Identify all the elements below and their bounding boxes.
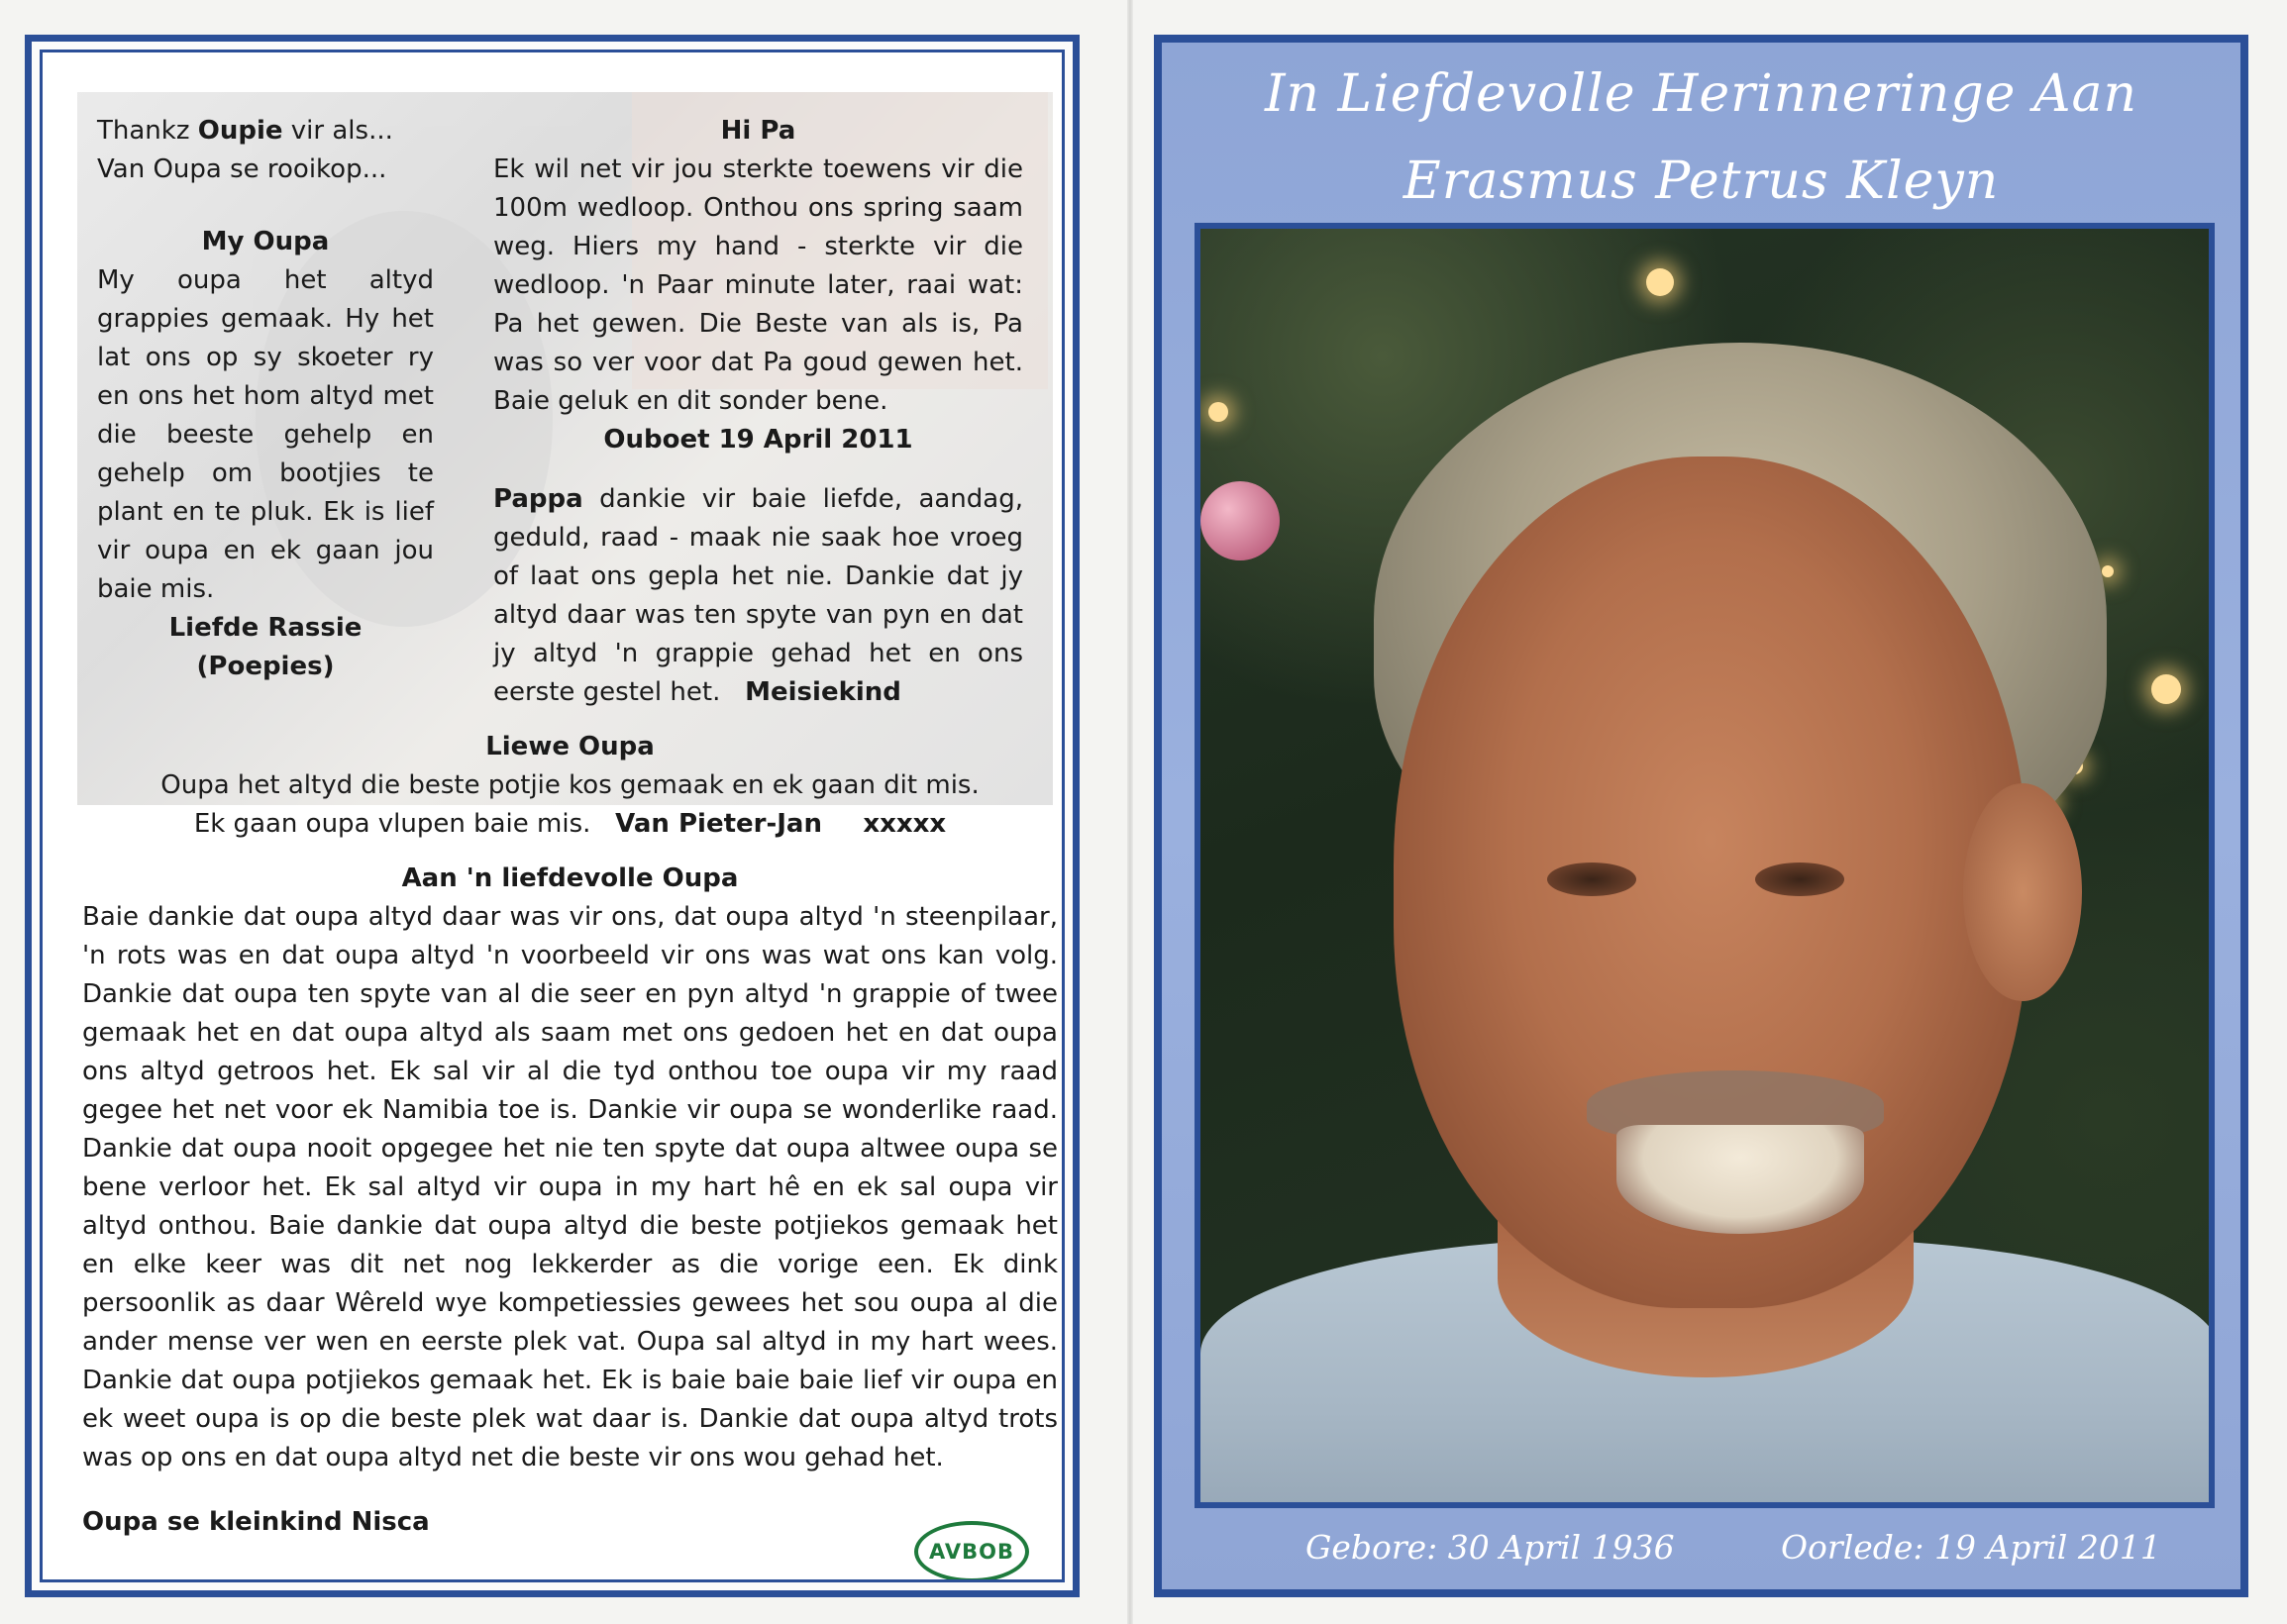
- nisca-signature: Oupa se kleinkind Nisca: [82, 1507, 430, 1537]
- portrait-photo: [1195, 223, 2215, 1508]
- tree-light: [1646, 268, 1674, 296]
- my-oupa-signature: [97, 609, 434, 686]
- pappa-message: [493, 480, 1023, 712]
- portrait-eye: [1755, 863, 1844, 896]
- hi-pa-body: Ek wil net vir jou sterkte toewens vir die 100m wedloop. Onthou ons spring saam weg. Hiers my hand - sterkte vir die wedloop. 'n Paar minute later, raai wat: Pa het gewen. Die Beste van als is, Pa was so ver voor dat Pa goud gewen het. Baie geluk en dit sonder bene.: [493, 154, 1023, 416]
- liewe-oupa-line-2: [82, 805, 1058, 844]
- pappa-lead: Pappa: [493, 484, 583, 514]
- signature-line-1: Liefde Rassie: [168, 613, 363, 643]
- deceased-name: Erasmus Petrus Kleyn: [1403, 152, 2000, 211]
- cover-title-line-1: In Liefdevolle Herinneringe Aan: [1264, 64, 2138, 124]
- liewe-oupa-line-1: Oupa het altyd die beste potjie kos gemaak en ek gaan dit mis.: [160, 770, 980, 800]
- thankz-name: Oupie: [197, 116, 283, 146]
- my-oupa-heading: My Oupa: [201, 227, 330, 256]
- aan-liefdevolle-oupa-body: Baie dankie dat oupa altyd daar was vir ons, dat oupa altyd 'n steenpilaar, 'n rots was en dat oupa altyd 'n voorbeeld vir ons was wat ons kan volg. Dankie dat oupa ten spyte van al die seer en pyn altyd 'n grappie of twee gemaak het en dat oupa altyd als saam met ons gedoen het en dat oupa ons altyd getroos het. Ek sal vir al die tyd onthou toe oupa vir my raad gegee het net voor ek Namibia toe is. Dankie vir oupa se wonderlike raad. Dankie dat oupa nooit opgegee het nie ten spyte dat oupa altwee oupa se bene verloor het. Ek sal altyd vir oupa in my hart hê en ek sal oupa vir altyd onthou. Baie dankie dat oupa altyd die beste potjiekos gemaak het en elke keer was dit net nog lekkerder as die vorige een. Ek dink persoonlik as daar Wêreld wye kompetiessies gewees het sou oupa al die ander mense ver wen en eerste plek vat. Oupa sal altyd in my hart wees. Dankie dat oupa potjiekos gemaak het. Ek is baie baie baie lief vir oupa en ek weet oupa is op die beste plek wat daar is. Dankie dat oupa altyd trots was op ons en dat oupa altyd net die beste vir ons wou gehad het.: [82, 902, 1058, 1472]
- kisses: xxxxx: [863, 809, 947, 839]
- tree-light: [1208, 402, 1228, 422]
- my-oupa-body: My oupa het altyd grappies gemaak. Hy het lat ons op sy skoeter ry en ons het hom altyd met die beeste gehelp en gehelp om bootjies te plant en te pluk. Ek is lief vir oupa en ek gaan jou baie mis.: [97, 265, 434, 604]
- left-page-inner-border: [40, 50, 1065, 1582]
- avbob-logo: [914, 1521, 1029, 1582]
- liewe-oupa-line-2-text: Ek gaan oupa vlupen baie mis.: [193, 809, 591, 839]
- thankz-line-1: [97, 112, 434, 151]
- ouboet-signature: Ouboet 19 April 2011: [603, 425, 913, 455]
- signature-line-2: (Poepies): [196, 652, 335, 681]
- avbob-logo-text: AVBOB: [929, 1540, 1014, 1564]
- page-fold: [1127, 0, 1133, 1624]
- birth-date: Gebore: 30 April 1936: [1305, 1528, 1675, 1567]
- liewe-oupa-heading: Liewe Oupa: [485, 732, 655, 761]
- aan-liefdevolle-oupa-heading: Aan 'n liefdevolle Oupa: [401, 863, 739, 893]
- portrait-smile: [1616, 1125, 1864, 1234]
- tree-light: [2102, 565, 2114, 577]
- hi-pa-heading: Hi Pa: [720, 116, 796, 146]
- thankz-suffix: vir als...: [282, 116, 393, 146]
- portrait-ear: [1963, 783, 2082, 1001]
- death-date: Oorlede: 19 April 2011: [1781, 1528, 2161, 1567]
- cover-page: [1154, 35, 2248, 1597]
- thankz-line-2: Van Oupa se rooikop...: [97, 154, 387, 184]
- left-page: [25, 35, 1080, 1597]
- tree-ornament: [1200, 481, 1280, 560]
- tree-light: [2151, 674, 2181, 704]
- pappa-body: dankie vir baie liefde, aandag, geduld, raad - maak nie saak hoe vroeg of laat ons gepla het nie. Dankie dat jy altyd daar was ten spyte van pyn en dat jy altyd 'n grappie gehad het en ons eerste gestel het.: [493, 484, 1023, 707]
- thankz-prefix: Thankz: [97, 116, 198, 146]
- portrait-eye: [1547, 863, 1636, 896]
- thankz-message: [97, 112, 434, 189]
- liewe-oupa-body: [82, 766, 1058, 844]
- pieter-jan-signature: Van Pieter-Jan: [615, 809, 822, 839]
- meisiekind-signature: Meisiekind: [745, 677, 901, 707]
